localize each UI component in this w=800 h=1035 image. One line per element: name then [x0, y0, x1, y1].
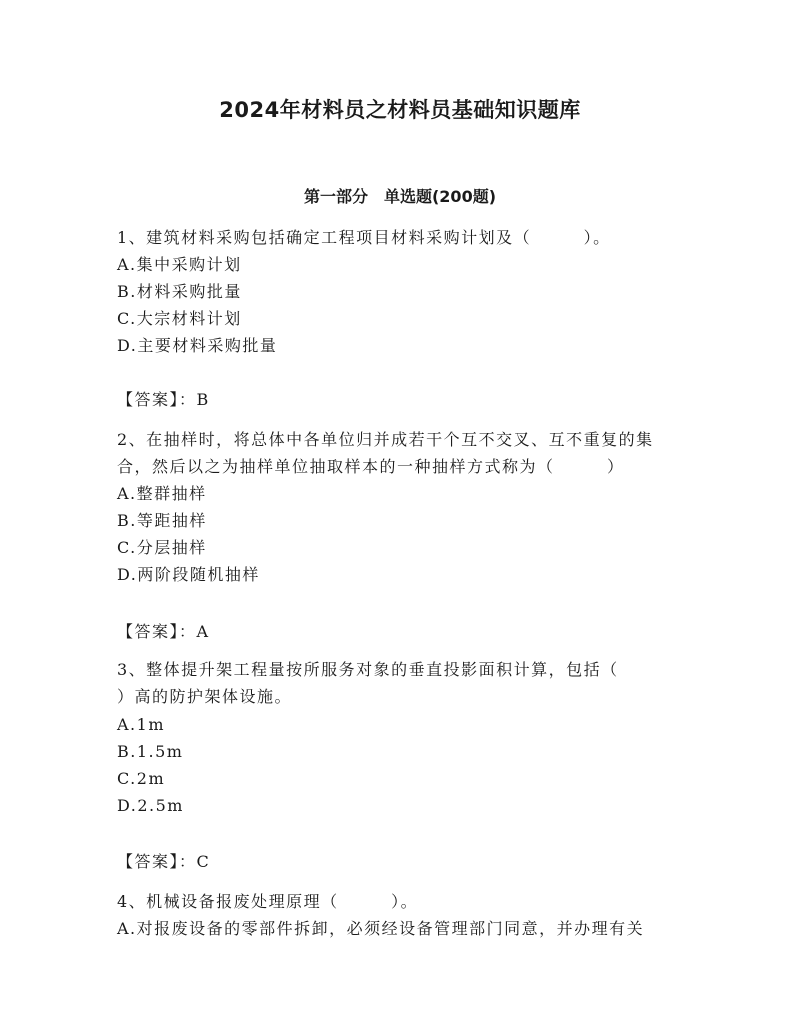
question-1-option-b: B.材料采购批量: [117, 282, 242, 301]
question-2-option-c: C.分层抽样: [117, 538, 207, 557]
answer-label: 【答案】：: [117, 390, 197, 409]
question-1-answer: [117, 388, 687, 412]
answer-value: A: [196, 622, 210, 641]
question-4-stem: 4、机械设备报废处理原理（ ）。: [117, 892, 419, 911]
question-2-stem-line-1: 2、在抽样时，将总体中各单位归并成若干个互不交叉、互不重复的集: [117, 430, 654, 449]
question-2-option-d: D.两阶段随机抽样: [117, 565, 260, 584]
question-2-answer: [117, 620, 687, 644]
question-2-option-b: B.等距抽样: [117, 511, 207, 530]
question-3-option-c: C.2m: [117, 769, 166, 788]
page-title: 2024年材料员之材料员基础知识题库: [219, 98, 581, 122]
answer-value: C: [196, 852, 211, 871]
question-3-stem-line-1: 3、整体提升架工程量按所服务对象的垂直投影面积计算，包括（: [117, 660, 619, 679]
section-heading: 第一部分 单选题(200题): [303, 187, 497, 206]
answer-label: 【答案】：: [117, 622, 197, 641]
question-2-stem-line-2: 合，然后以之为抽样单位抽取样本的一种抽样方式称为（ ）: [117, 457, 625, 476]
question-3-option-d: D.2.5m: [117, 796, 184, 815]
question-1-option-a: A.集中采购计划: [117, 255, 242, 274]
question-1-stem: 1、建筑材料采购包括确定工程项目材料采购计划及（ ）。: [117, 228, 611, 247]
answer-value: B: [196, 390, 210, 409]
question-3-option-b: B.1.5m: [117, 742, 184, 761]
question-4-option-a: A.对报废设备的零部件拆卸，必须经设备管理部门同意，并办理有关: [117, 919, 645, 938]
question-3-option-a: A.1m: [117, 715, 165, 734]
answer-label: 【答案】：: [117, 852, 197, 871]
question-3-answer: [117, 850, 687, 874]
question-2-option-a: A.整群抽样: [117, 484, 207, 503]
question-3-stem-line-2: ）高的防护架体设施。: [117, 687, 293, 706]
question-1-option-d: D.主要材料采购批量: [117, 336, 278, 355]
question-1-option-c: C.大宗材料计划: [117, 309, 242, 328]
